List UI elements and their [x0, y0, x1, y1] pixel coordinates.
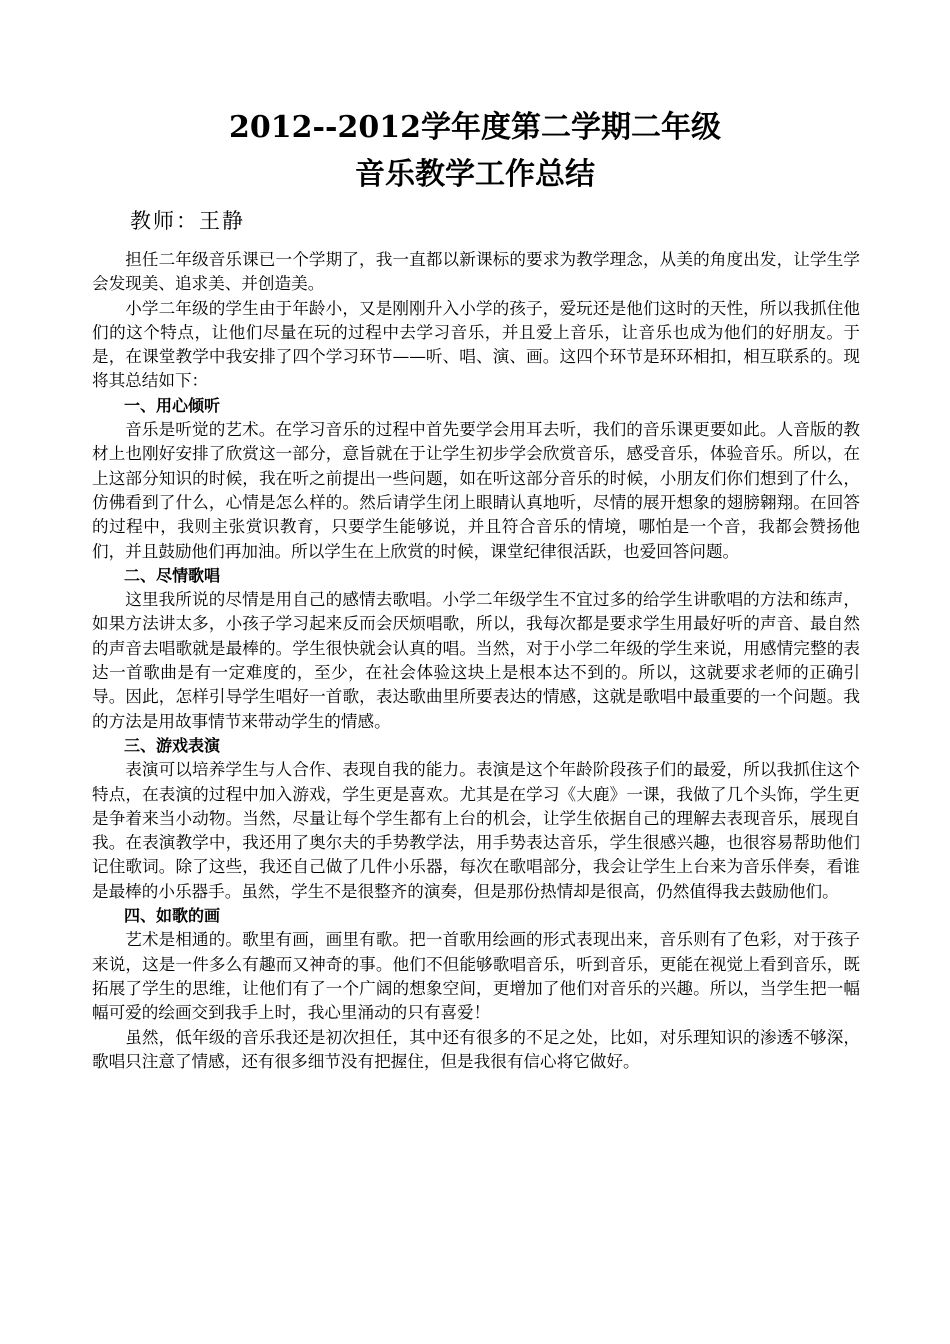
section-heading-draw: 四、如歌的画	[124, 906, 221, 926]
intro-paragraph: 担任二年级音乐课已一个学期了，我一直都以新课标的要求为教学理念，从美的角度出发，让学生学会发现美、追求美、并创造美。	[92, 250, 860, 294]
intro-paragraph: 小学二年级的学生由于年龄小，又是刚刚升入小学的孩子，爱玩还是他们这时的天性，所以我抓住他们的这个特点，让他们尽量在玩的过程中去学习音乐，并且爱上音乐，让音乐也成为他们的好朋友。于是，在课堂教学中我安排了四个学习环节——听、唱、演、画。这四个环节是环环相扣，相互联系的。现将其总结如下：	[92, 298, 860, 391]
section-text-perform: 表演可以培养学生与人合作、表现自我的能力。表演是这个年龄阶段孩子们的最爱，所以我抓住这个特点，在表演的过程中加入游戏，学生更是喜欢。尤其是在学习《大鹿》一课，我做了几个头饰，学生更是争着来当小动物。当然，尽量让每个学生都有上台的机会，让学生依据自己的理解去表现音乐，展现自我。在表演教学中，我还用了奥尔夫的手势教学法，用手势表达音乐，学生很感兴趣，也很容易帮助他们记住歌词。除了这些，我还自己做了几件小乐器，每次在歌唱部分，我会让学生上台来为音乐伴奏，看谁是最棒的小乐器手。虽然，学生不是很整齐的演奏，但是那份热情却是很高，仍然值得我去鼓励他们。	[92, 760, 860, 901]
author-line: 教师：王静	[130, 209, 245, 233]
section-text-listen: 音乐是听觉的艺术。在学习音乐的过程中首先要学会用耳去听，我们的音乐课更要如此。人音版的教材上也刚好安排了欣赏这一部分，意旨就在于让学生初步学会欣赏音乐，感受音乐，体验音乐。所以，在上这部分知识的时候，我在听之前提出一些问题，如在听这部分音乐的时候，小朋友们你们想到了什么，仿佛看到了什么，心情是怎么样的。然后请学生闭上眼睛认真地听，尽情的展开想象的翅膀翱翔。在回答的过程中，我则主张赏识教育，只要学生能够说，并且符合音乐的情境，哪怕是一个音，我都会赞扬他们，并且鼓励他们再加油。所以学生在上欣赏的时候，课堂纪律很活跃，也爱回答问题。	[92, 420, 860, 561]
section-heading-perform: 三、游戏表演	[124, 735, 221, 755]
document-title-line2: 音乐教学工作总结	[355, 157, 595, 192]
section-heading-sing: 二、尽情歌唱	[124, 565, 221, 585]
closing-paragraph: 虽然，低年级的音乐我还是初次担任，其中还有很多的不足之处，比如，对乐理知识的渗透不够深，歌唱只注意了情感，还有很多细节没有把握住，但是我很有信心将它做好。	[92, 1027, 860, 1071]
section-text-draw: 艺术是相通的。歌里有画，画里有歌。把一首歌用绘画的形式表现出来，音乐则有了色彩，对于孩子来说，这是一件多么有趣而又神奇的事。他们不但能够歌唱音乐，听到音乐，更能在视觉上看到音乐，既拓展了学生的思维，让他们有了一个广阔的想象空间，更增加了他们对音乐的兴趣。所以，当学生把一幅幅可爱的绘画交到我手上时，我心里涌动的只有喜爱！	[92, 930, 860, 1023]
document-title-line1: 2012--2012学年度第二学期二年级	[229, 110, 721, 145]
section-text-sing: 这里我所说的尽情是用自己的感情去歌唱。小学二年级学生不宜过多的给学生讲歌唱的方法和练声，如果方法讲太多，小孩子学习起来反而会厌烦唱歌，所以，我每次都是要求学生用最好听的声音、最自然的声音去唱歌就是最棒的。学生很快就会认真的唱。当然，对于小学二年级的学生来说，用感情完整的表达一首歌曲是有一定难度的，至少，在社会体验这块上是根本达不到的。所以，这就要求老师的正确引导。因此，怎样引导学生唱好一首歌，表达歌曲里所要表达的情感，这就是歌唱中最重要的一个问题。我的方法是用故事情节来带动学生的情感。	[92, 590, 860, 731]
document-body	[92, 248, 860, 1074]
section-heading-listen: 一、用心倾听	[124, 395, 221, 415]
